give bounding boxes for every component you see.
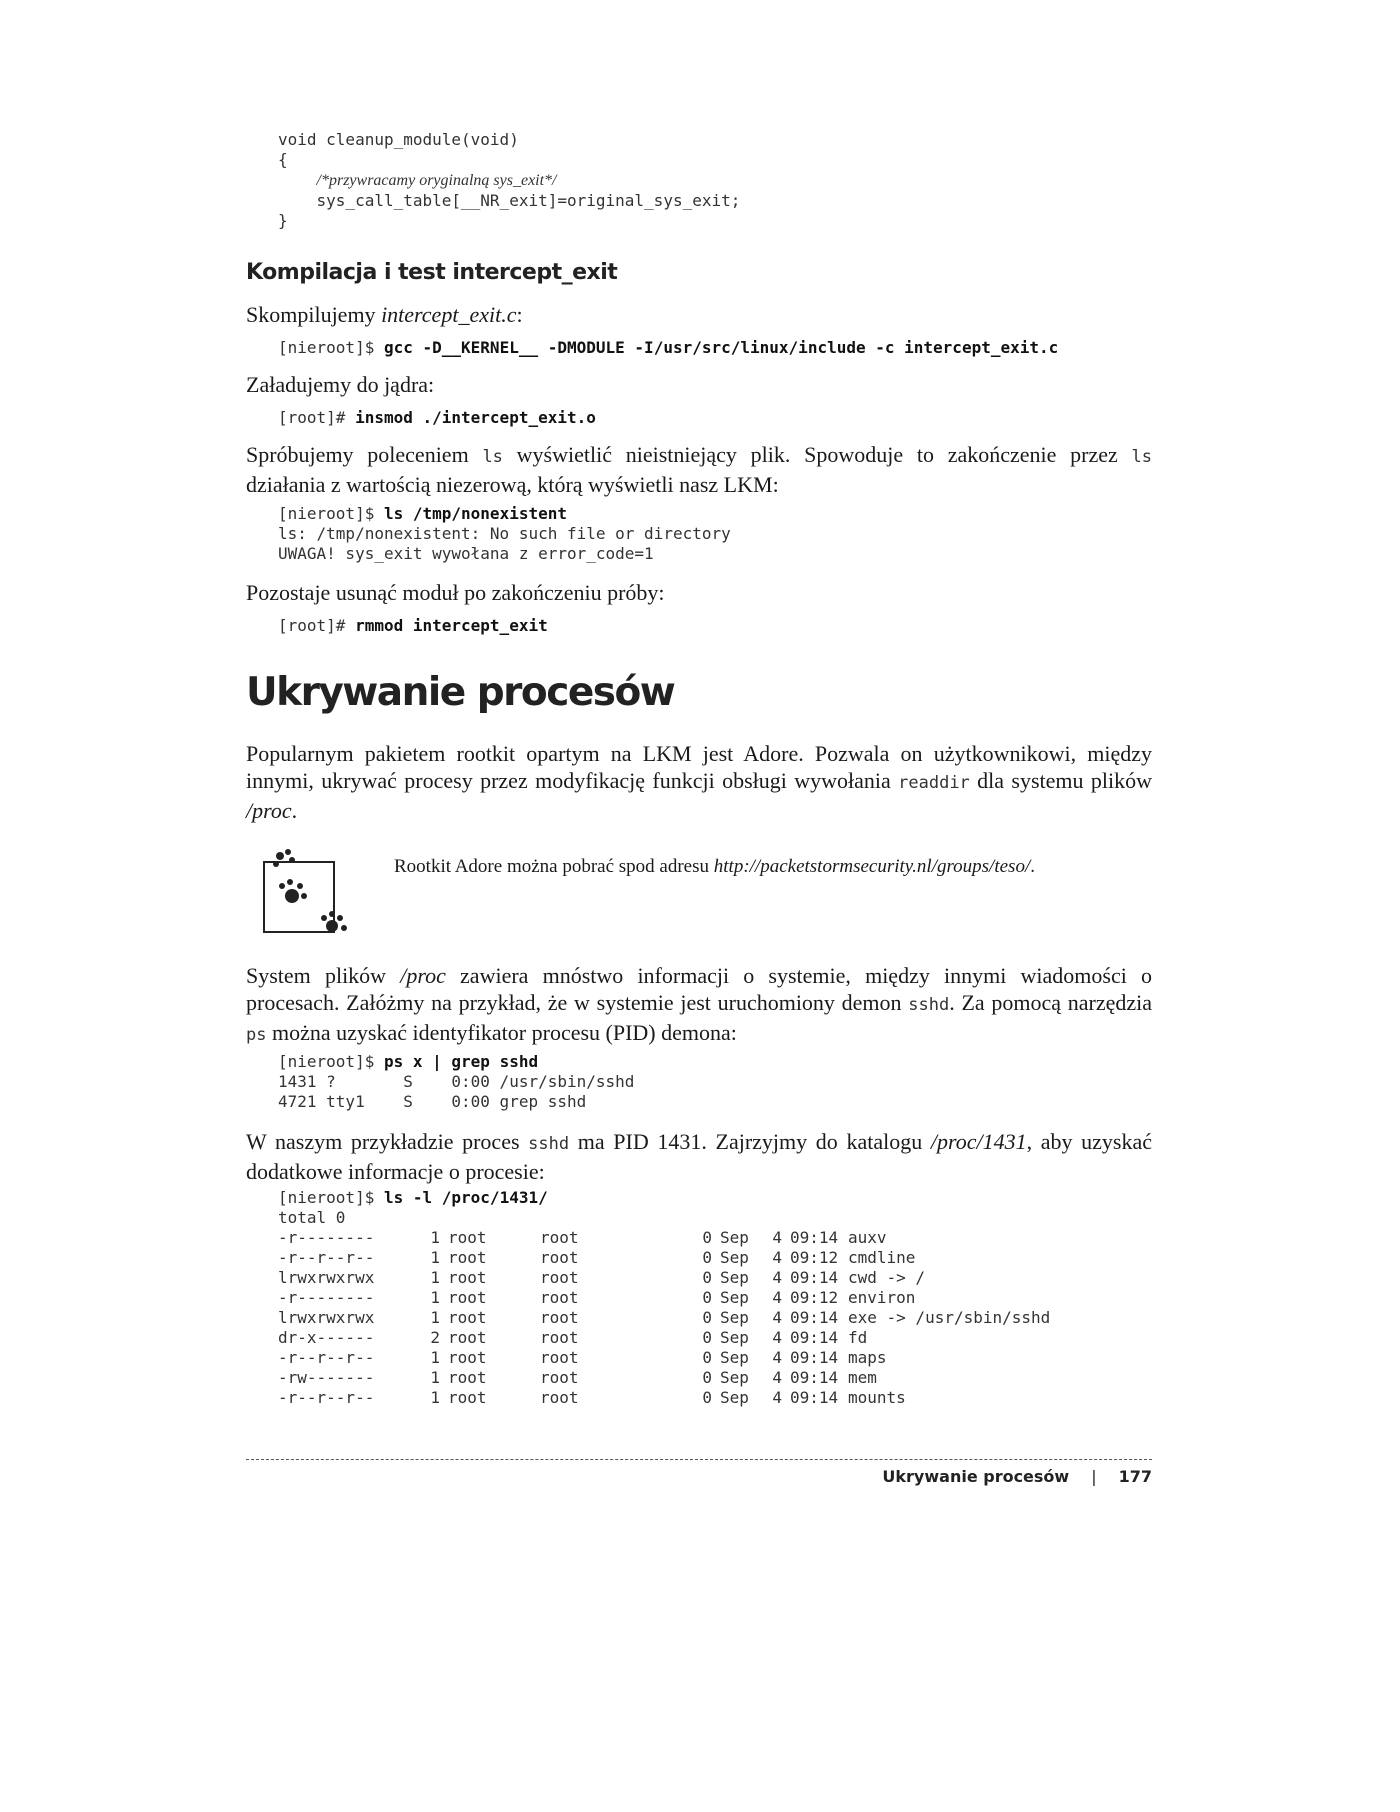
ls-cell-perm: -rw-------	[278, 1368, 375, 1387]
note-text: Rootkit Adore można pobrać spod adresu http://packetstormsecurity.nl/groups/teso/.	[394, 856, 1035, 877]
ls-row	[278, 1328, 1152, 1348]
code-block-cleanup	[246, 130, 1152, 231]
ls-cell-day: 4	[772, 1308, 782, 1327]
command-insmod: [root]# insmod ./intercept_exit.o	[278, 408, 596, 427]
ls-cell-mon: Sep	[720, 1268, 749, 1287]
ls-cell-time: 09:14	[790, 1328, 839, 1347]
page-number: 177	[1118, 1467, 1152, 1486]
ls-cell-size: 0	[702, 1388, 712, 1407]
ls-cell-perm: lrwxrwxrwx	[278, 1308, 375, 1327]
ls-cell-name: mounts	[848, 1388, 906, 1407]
output-line: total 0	[278, 1208, 346, 1227]
ls-cell-mon: Sep	[720, 1308, 749, 1327]
code-line: void cleanup_module(void)	[278, 130, 519, 149]
code-line: sys_call_table[__NR_exit]=original_sys_exit;	[278, 191, 741, 210]
ls-cell-group: root	[540, 1228, 579, 1247]
ls-cell-day: 4	[772, 1228, 782, 1247]
ls-cell-user: root	[448, 1228, 487, 1247]
ls-cell-links: 1	[430, 1228, 440, 1247]
ls-cell-perm: -r--r--r--	[278, 1348, 375, 1367]
ls-cell-time: 09:12	[790, 1248, 839, 1267]
ls-cell-name: cwd -> /	[848, 1268, 926, 1287]
ls-cell-group: root	[540, 1328, 579, 1347]
footer-divider	[246, 1459, 1152, 1460]
ls-cell-links: 1	[430, 1248, 440, 1267]
ls-cell-perm: -r--r--r--	[278, 1248, 375, 1267]
code-comment: /*przywracamy oryginalną sys_exit*/	[316, 172, 557, 189]
ls-cell-perm: -r--r--r--	[278, 1388, 375, 1407]
paragraph: Skompilujemy intercept_exit.c:	[246, 302, 523, 327]
ls-cell-links: 1	[430, 1308, 440, 1327]
command-ls-proc: [nieroot]$ ls -l /proc/1431/	[278, 1188, 548, 1207]
paragraph: Załadujemy do jądra:	[246, 372, 435, 397]
ls-cell-day: 4	[772, 1368, 782, 1387]
ls-cell-links: 1	[430, 1288, 440, 1307]
ls-cell-group: root	[540, 1248, 579, 1267]
paragraph: Spróbujemy poleceniem ls wyświetlić nieistniejący plik. Spowoduje to zakończenie przez ls działania z wartością niezerową, którą wyświetli nasz LKM:	[246, 442, 1152, 497]
paragraph: Popularnym pakietem rootkit opartym na LKM jest Adore. Pozwala on użytkownikowi, między innymi, ukrywać procesy przez modyfikację funkcji obsługi wywołania readdir dla systemu plików /proc.	[246, 741, 1152, 823]
ls-cell-day: 4	[772, 1388, 782, 1407]
ls-cell-user: root	[448, 1328, 487, 1347]
tip-note	[246, 844, 1152, 944]
code-block-ls-test	[246, 504, 1152, 564]
ls-cell-group: root	[540, 1368, 579, 1387]
ls-cell-day: 4	[772, 1248, 782, 1267]
ls-row	[278, 1348, 1152, 1368]
chapter-heading: Ukrywanie procesów	[246, 670, 675, 715]
command-rmmod: [root]# rmmod intercept_exit	[278, 616, 548, 635]
ls-cell-group: root	[540, 1288, 579, 1307]
ls-row	[278, 1368, 1152, 1388]
ls-cell-group: root	[540, 1268, 579, 1287]
ls-cell-size: 0	[702, 1268, 712, 1287]
command-gcc: [nieroot]$ gcc -D__KERNEL__ -DMODULE -I/usr/src/linux/include -c intercept_exit.c	[278, 338, 1059, 357]
ls-cell-size: 0	[702, 1348, 712, 1367]
ls-cell-size: 0	[702, 1308, 712, 1327]
section-heading-compile: Kompilacja i test intercept_exit	[246, 260, 618, 285]
output-line: ls: /tmp/nonexistent: No such file or directory	[278, 524, 731, 543]
ls-cell-size: 0	[702, 1248, 712, 1267]
ls-cell-time: 09:12	[790, 1288, 839, 1307]
ls-cell-name: cmdline	[848, 1248, 916, 1267]
ls-cell-time: 09:14	[790, 1368, 839, 1387]
ls-row	[278, 1248, 1152, 1268]
paragraph: System plików /proc zawiera mnóstwo informacji o systemie, między innymi wiadomości o procesach. Załóżmy na przykład, że w systemie jest uruchomiony demon sshd. Za pomocą narzędzia ps można uzyskać identyfikator procesu (PID) demona:	[246, 963, 1152, 1045]
ls-row	[278, 1388, 1152, 1408]
ls-cell-time: 09:14	[790, 1348, 839, 1367]
command-ls: [nieroot]$ ls /tmp/nonexistent	[278, 504, 567, 523]
ls-cell-time: 09:14	[790, 1388, 839, 1407]
ls-cell-mon: Sep	[720, 1368, 749, 1387]
ls-cell-mon: Sep	[720, 1288, 749, 1307]
ls-cell-name: exe -> /usr/sbin/sshd	[848, 1308, 1051, 1327]
ls-cell-name: mem	[848, 1368, 877, 1387]
ls-cell-group: root	[540, 1348, 579, 1367]
ls-cell-user: root	[448, 1308, 487, 1327]
paw-note-icon	[258, 844, 358, 944]
ls-cell-links: 1	[430, 1268, 440, 1287]
ls-cell-links: 1	[430, 1348, 440, 1367]
ls-cell-links: 1	[430, 1368, 440, 1387]
output-line: 1431 ? S 0:00 /usr/sbin/sshd	[278, 1072, 635, 1091]
ls-cell-size: 0	[702, 1328, 712, 1347]
ls-cell-time: 09:14	[790, 1228, 839, 1247]
ls-cell-time: 09:14	[790, 1308, 839, 1327]
ls-cell-perm: -r--------	[278, 1228, 375, 1247]
ls-cell-group: root	[540, 1308, 579, 1327]
ls-cell-perm: dr-x------	[278, 1328, 375, 1347]
ls-listing	[246, 1228, 1152, 1408]
ls-cell-user: root	[448, 1268, 487, 1287]
footer-section-title: Ukrywanie procesów	[882, 1467, 1070, 1486]
ls-cell-user: root	[448, 1388, 487, 1407]
code-block-ls-proc	[246, 1188, 1152, 1408]
ls-row	[278, 1228, 1152, 1248]
code-line: }	[278, 211, 288, 230]
note-url-link[interactable]: http://packetstormsecurity.nl/groups/teso/	[713, 856, 1031, 877]
footer-separator: |	[1091, 1467, 1097, 1486]
ls-cell-user: root	[448, 1288, 487, 1307]
ls-cell-user: root	[448, 1348, 487, 1367]
ls-cell-day: 4	[772, 1348, 782, 1367]
ls-cell-size: 0	[702, 1228, 712, 1247]
ls-cell-group: root	[540, 1388, 579, 1407]
output-line: 4721 tty1 S 0:00 grep sshd	[278, 1092, 587, 1111]
paragraph: W naszym przykładzie proces sshd ma PID 1431. Zajrzyjmy do katalogu /proc/1431, aby uzyskać dodatkowe informacje o procesie:	[246, 1129, 1152, 1184]
ls-row	[278, 1268, 1152, 1288]
ls-cell-links: 1	[430, 1388, 440, 1407]
ls-cell-mon: Sep	[720, 1228, 749, 1247]
paragraph: Pozostaje usunąć moduł po zakończeniu próby:	[246, 580, 665, 605]
ls-cell-size: 0	[702, 1368, 712, 1387]
ls-cell-mon: Sep	[720, 1248, 749, 1267]
command-ps: [nieroot]$ ps x | grep sshd	[278, 1052, 539, 1071]
ls-cell-day: 4	[772, 1288, 782, 1307]
ls-cell-size: 0	[702, 1288, 712, 1307]
ls-cell-links: 2	[430, 1328, 440, 1347]
output-line: UWAGA! sys_exit wywołana z error_code=1	[278, 544, 654, 563]
ls-cell-perm: lrwxrwxrwx	[278, 1268, 375, 1287]
ls-cell-mon: Sep	[720, 1328, 749, 1347]
ls-cell-day: 4	[772, 1328, 782, 1347]
ls-cell-name: auxv	[848, 1228, 887, 1247]
ls-cell-user: root	[448, 1248, 487, 1267]
page-footer	[882, 1467, 1152, 1486]
ls-cell-day: 4	[772, 1268, 782, 1287]
ls-row	[278, 1308, 1152, 1328]
ls-cell-name: maps	[848, 1348, 887, 1367]
code-line: {	[278, 150, 288, 169]
ls-cell-time: 09:14	[790, 1268, 839, 1287]
ls-cell-name: fd	[848, 1328, 868, 1347]
ls-cell-mon: Sep	[720, 1348, 749, 1367]
ls-cell-name: environ	[848, 1288, 916, 1307]
ls-cell-perm: -r--------	[278, 1288, 375, 1307]
ls-cell-user: root	[448, 1368, 487, 1387]
ls-row	[278, 1288, 1152, 1308]
ls-cell-mon: Sep	[720, 1388, 749, 1407]
code-block-ps	[246, 1052, 1152, 1112]
